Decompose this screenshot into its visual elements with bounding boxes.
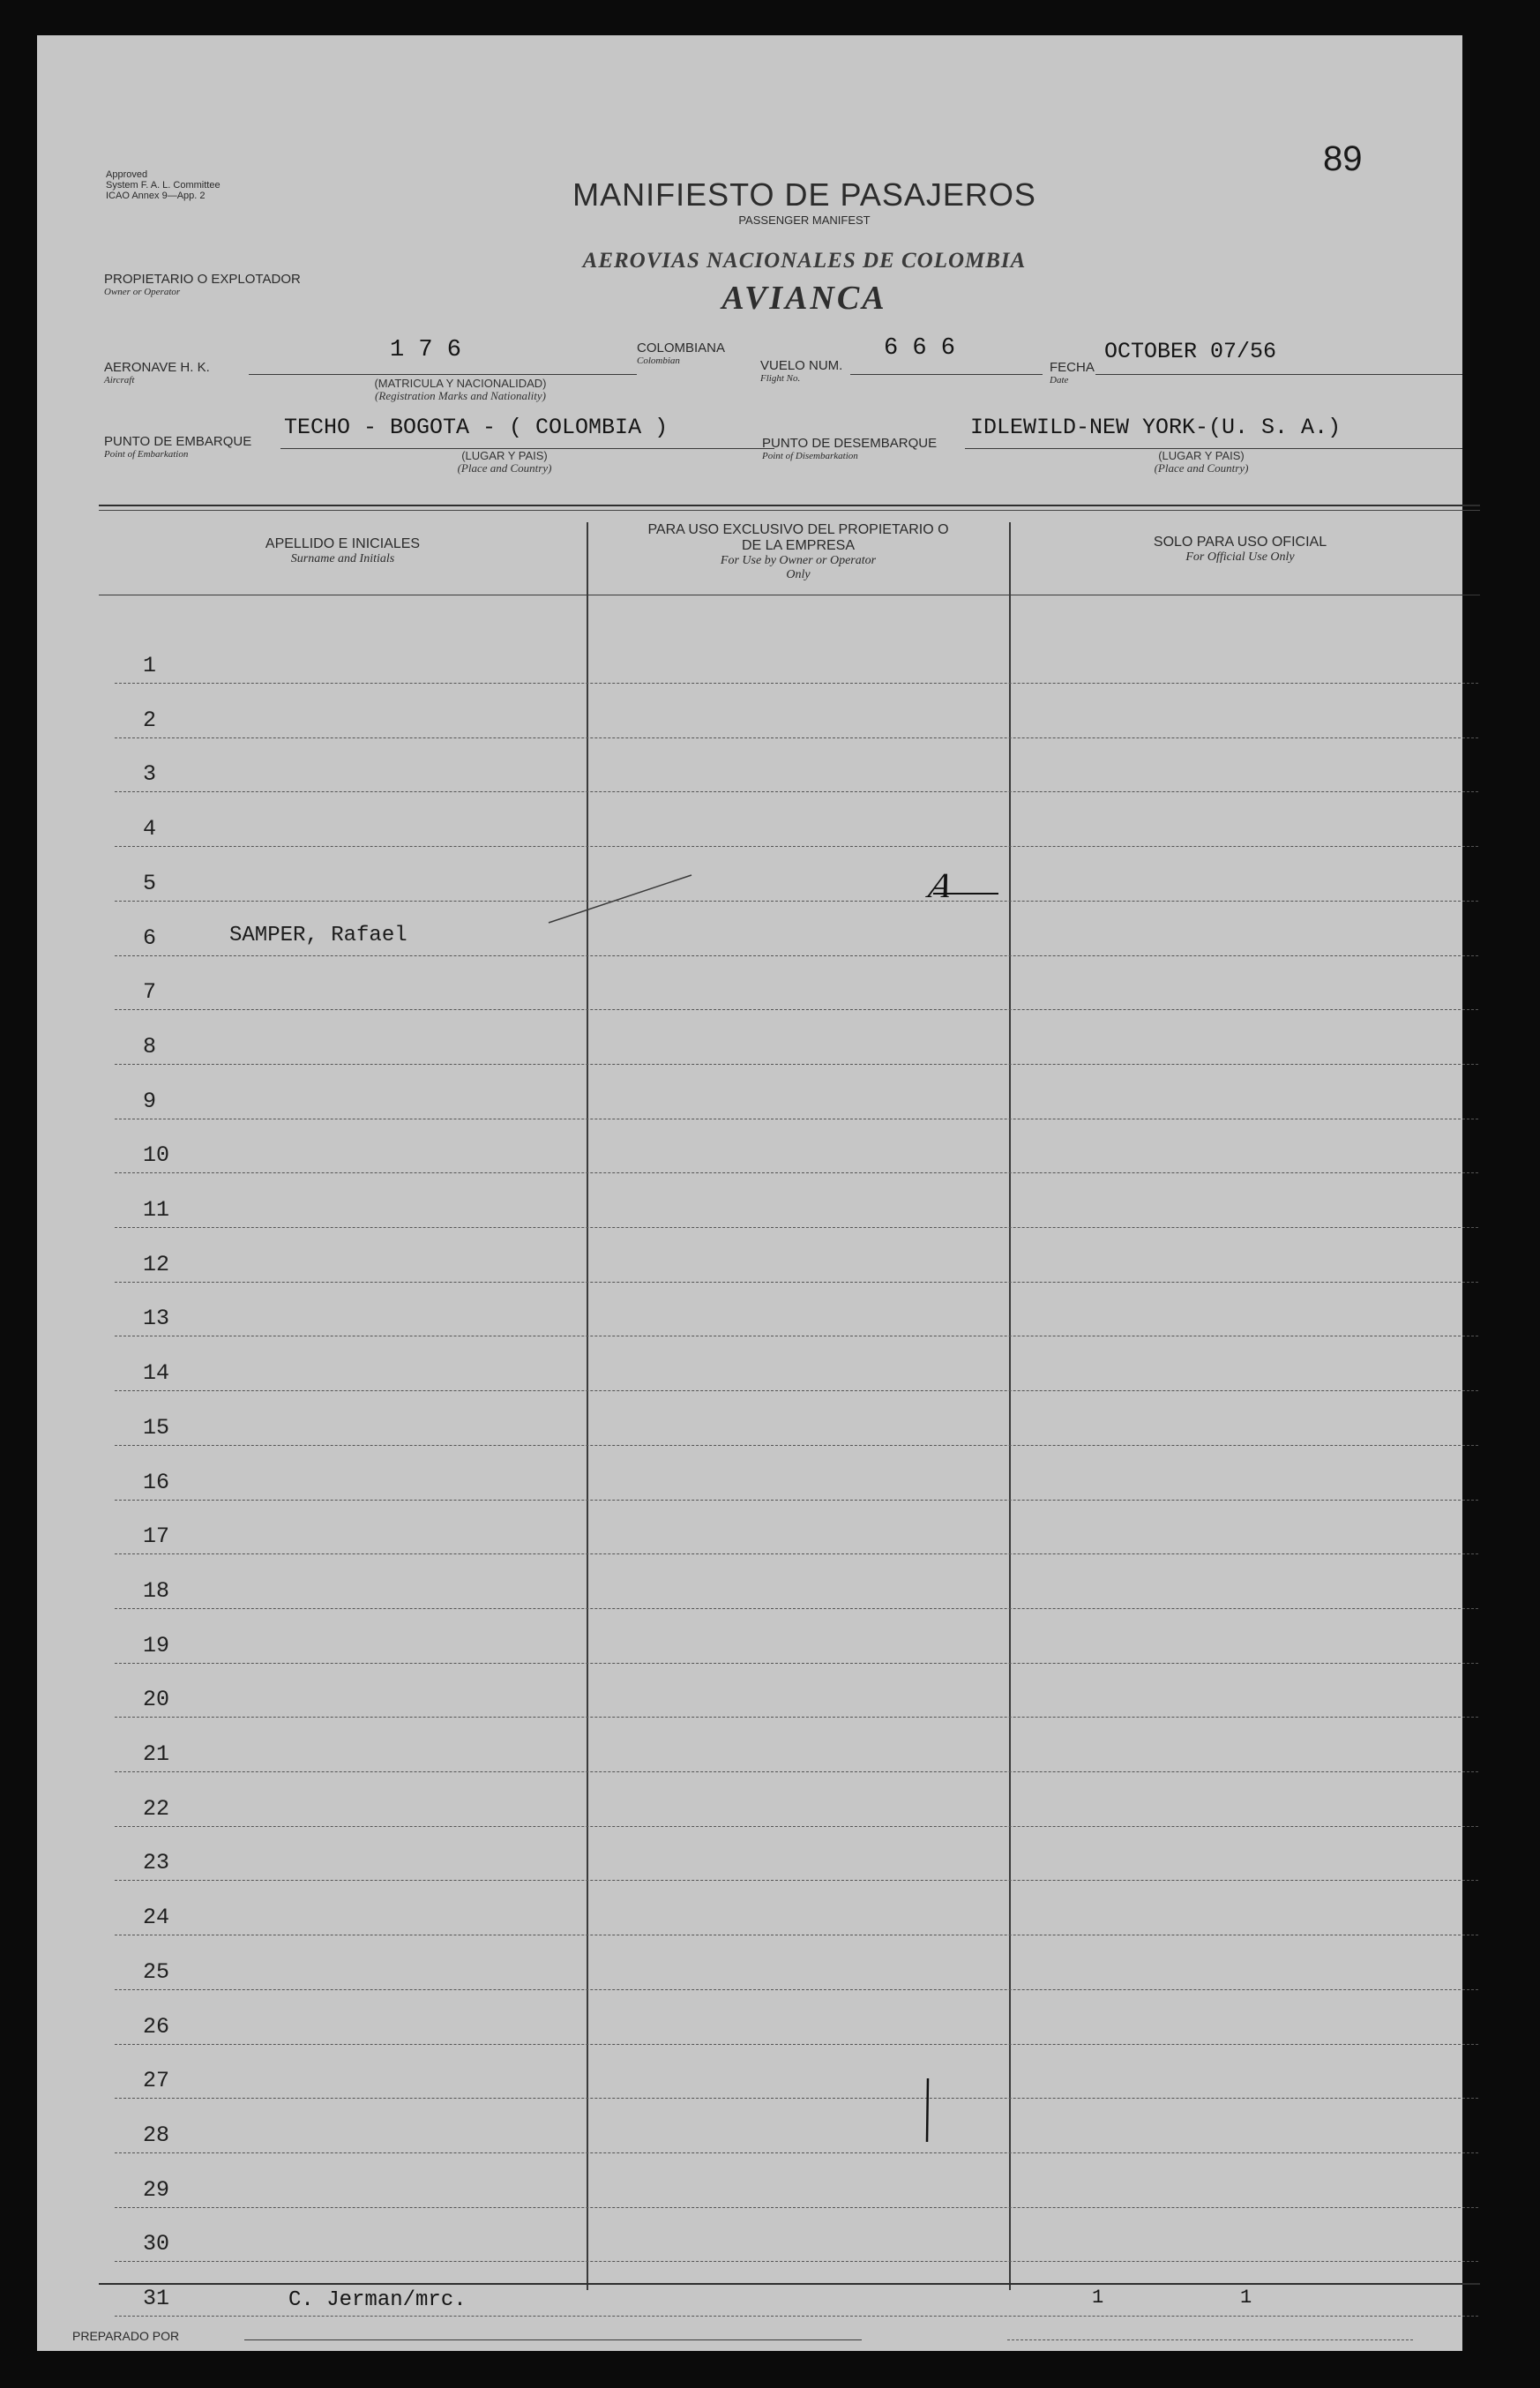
row-number: 15 bbox=[143, 1414, 170, 1441]
row-number: 19 bbox=[143, 1632, 170, 1658]
row-number: 17 bbox=[143, 1523, 170, 1550]
date-value: OCTOBER 07/56 bbox=[1104, 339, 1277, 364]
prepared-by-underline bbox=[244, 2339, 862, 2340]
column-header-surname-title: APELLIDO E INICIALES bbox=[265, 536, 421, 551]
row-number: 16 bbox=[143, 1469, 170, 1495]
row-number: 29 bbox=[143, 2176, 170, 2203]
disembarkation-caption-en: (Place and Country) bbox=[1154, 461, 1249, 475]
owner-label: PROPIETARIO O EXPLOTADOR bbox=[104, 272, 301, 287]
row-number: 11 bbox=[143, 1197, 170, 1223]
tally-mark-1: 1 bbox=[1092, 2287, 1104, 2309]
row-number: 10 bbox=[143, 1142, 170, 1169]
row-number: 31 bbox=[143, 2286, 170, 2311]
row-number: 25 bbox=[143, 1958, 170, 1985]
airline-name: AEROVIAS NACIONALES DE COLOMBIA bbox=[582, 249, 1027, 273]
row-number: 1 bbox=[143, 653, 157, 678]
vertical-pen-mark bbox=[927, 2078, 928, 2142]
table-bottom-border bbox=[99, 2283, 1480, 2285]
row-number: 30 bbox=[143, 2231, 170, 2257]
flight-label-en: Flight No. bbox=[760, 373, 801, 384]
row-number: 27 bbox=[143, 2068, 170, 2094]
disembarkation-label: PUNTO DE DESEMBARQUE bbox=[762, 436, 938, 451]
row-number: 21 bbox=[143, 1741, 170, 1767]
approval-line-2: System F. A. L. Committee bbox=[106, 180, 221, 191]
disembarkation-label-en: Point of Disembarkation bbox=[762, 451, 858, 461]
embarkation-caption-es: (LUGAR Y PAIS) bbox=[461, 449, 548, 462]
row-number: 12 bbox=[143, 1251, 170, 1277]
embarkation-value: TECHO - BOGOTA - ( COLOMBIA ) bbox=[284, 415, 669, 440]
embarkation-label-en: Point of Embarkation bbox=[104, 449, 189, 460]
column-header-surname-subtitle: Surname and Initials bbox=[290, 552, 395, 565]
aircraft-caption-en: (Registration Marks and Nationality) bbox=[375, 389, 546, 402]
date-label-en: Date bbox=[1050, 375, 1069, 386]
row6-tick-stroke bbox=[549, 875, 692, 923]
aircraft-caption-es: (MATRICULA Y NACIONALIDAD) bbox=[374, 377, 547, 390]
approval-line-1: Approved bbox=[106, 169, 148, 180]
row-number: 2 bbox=[143, 707, 157, 733]
nationality-label-en: Colombian bbox=[637, 356, 680, 366]
row-number: 5 bbox=[143, 870, 157, 896]
tally-mark-2: 1 bbox=[1240, 2287, 1252, 2309]
row-number: 14 bbox=[143, 1360, 170, 1387]
row-number: 20 bbox=[143, 1687, 170, 1713]
aircraft-label-en: Aircraft bbox=[104, 375, 135, 386]
row6-initial-mark-text: A bbox=[925, 865, 956, 905]
row-number: 8 bbox=[143, 1033, 157, 1059]
aircraft-value: 1 7 6 bbox=[390, 337, 462, 363]
row-number: 28 bbox=[143, 2122, 170, 2148]
row-number: 6 bbox=[143, 925, 157, 951]
row-number: 13 bbox=[143, 1306, 170, 1332]
flight-value: 6 6 6 bbox=[884, 335, 956, 362]
manifest-title: MANIFIESTO DE PASAJEROS bbox=[572, 176, 1036, 213]
footer-right-underline bbox=[1007, 2339, 1413, 2340]
manifest-page bbox=[37, 35, 1462, 2351]
row-number: 23 bbox=[143, 1850, 170, 1876]
prepared-by-label: PREPARADO POR bbox=[72, 2329, 180, 2343]
row-number: 24 bbox=[143, 1905, 170, 1931]
owner-label-en: Owner or Operator bbox=[104, 287, 181, 297]
manifest-subtitle: PASSENGER MANIFEST bbox=[738, 213, 871, 227]
passenger-name: SAMPER, Rafael bbox=[229, 923, 407, 947]
row-number: 26 bbox=[143, 2013, 170, 2040]
page-number: 89 bbox=[1323, 139, 1363, 178]
airline-brand: AVIANCA bbox=[721, 280, 887, 317]
row-number: 22 bbox=[143, 1795, 170, 1822]
prepared-by-value: C. Jerman/mrc. bbox=[288, 2288, 467, 2312]
row-number: 9 bbox=[143, 1088, 157, 1114]
date-label: FECHA bbox=[1050, 360, 1095, 375]
approval-line-3: ICAO Annex 9—App. 2 bbox=[106, 191, 206, 201]
pen-strokes bbox=[37, 35, 1462, 2351]
column-header-operator-subtitle: For Use by Owner or Operator Only bbox=[720, 554, 877, 581]
column-header-official-title: SOLO PARA USO OFICIAL bbox=[1153, 535, 1327, 550]
disembarkation-caption-es: (LUGAR Y PAIS) bbox=[1158, 449, 1245, 462]
embarkation-label: PUNTO DE EMBARQUE bbox=[104, 434, 252, 449]
disembarkation-value: IDLEWILD-NEW YORK-(U. S. A.) bbox=[970, 415, 1342, 440]
flight-label: VUELO NUM. bbox=[760, 358, 843, 373]
nationality-label: COLOMBIANA bbox=[637, 341, 726, 356]
row-number: 3 bbox=[143, 761, 157, 788]
row-number: 18 bbox=[143, 1577, 170, 1604]
embarkation-caption-en: (Place and Country) bbox=[457, 461, 552, 475]
column-header-official-subtitle: For Official Use Only bbox=[1185, 550, 1295, 564]
row-number: 4 bbox=[143, 816, 157, 842]
column-header-operator-title: PARA USO EXCLUSIVO DEL PROPIETARIO O DE LA EMPRESA bbox=[647, 522, 949, 553]
aircraft-label: AERONAVE H. K. bbox=[104, 360, 210, 375]
row-number: 7 bbox=[143, 979, 157, 1006]
